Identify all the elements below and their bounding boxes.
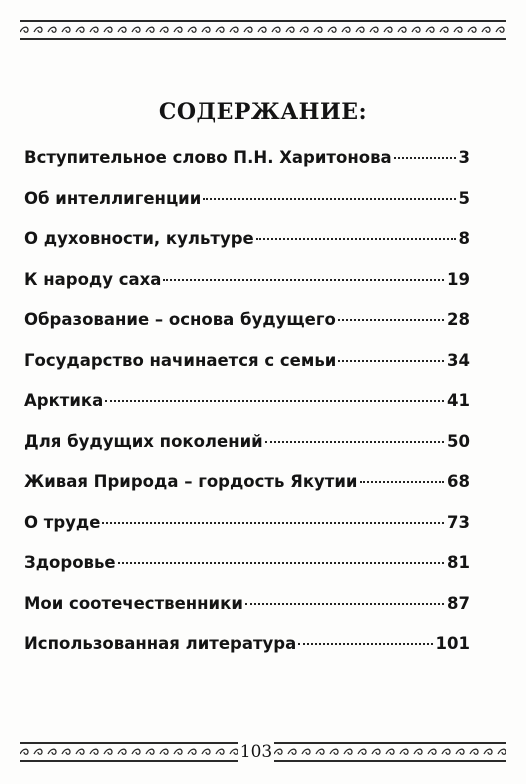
toc-entry-title: Для будущих поколений [24, 431, 263, 451]
toc-entry-page: 68 [447, 472, 470, 491]
toc-entry-page: 3 [458, 148, 470, 167]
toc-entry-page: 34 [447, 350, 470, 370]
dot-leader [338, 319, 444, 321]
toc-entry [24, 270, 470, 311]
page-title: СОДЕРЖАНИЕ: [158, 98, 368, 125]
toc-entry-page: 81 [447, 553, 470, 572]
toc-entry-page: 101 [435, 634, 470, 653]
dot-leader [245, 603, 444, 605]
toc-entry [24, 432, 470, 473]
table-of-contents [24, 148, 470, 675]
bottom-ornament-border-right [274, 742, 506, 762]
scroll-ornament-icon [274, 747, 506, 757]
toc-entry [24, 553, 470, 594]
dot-leader [360, 481, 445, 483]
scroll-ornament-icon [20, 747, 238, 757]
toc-entry [24, 310, 470, 351]
toc-entry-title: Мои соотечественники [24, 593, 243, 613]
toc-entry-title: О труде [24, 512, 101, 532]
toc-entry-title: Использованная литература [24, 634, 297, 653]
dot-leader [118, 562, 444, 564]
scroll-ornament-icon [20, 25, 506, 35]
toc-entry-page: 41 [447, 391, 470, 410]
bottom-ornament-border-left [20, 742, 238, 762]
toc-entry-title: К народу саха [24, 269, 162, 289]
toc-entry [24, 513, 470, 554]
bottom-ornament-rule [274, 760, 506, 762]
toc-entry-page: 8 [458, 229, 470, 248]
toc-entry-page: 87 [447, 593, 470, 613]
top-ornament-rule [20, 38, 506, 40]
toc-entry [24, 148, 470, 189]
toc-entry-page: 50 [447, 431, 470, 451]
toc-entry [24, 472, 470, 513]
toc-entry-title: Живая Природа – гордость Якутии [24, 472, 358, 491]
toc-entry-title: Об интеллигенции [24, 188, 202, 208]
dot-leader [102, 522, 444, 524]
toc-entry-title: Образование – основа будущего [24, 310, 336, 329]
dot-leader [203, 198, 455, 200]
page-number: 103 [239, 742, 273, 762]
dot-leader [394, 157, 456, 159]
dot-leader [338, 360, 444, 362]
bottom-ornament-rule [20, 742, 238, 744]
dot-leader [256, 238, 456, 240]
bottom-ornament-rule [274, 742, 506, 744]
dot-leader [163, 279, 444, 281]
toc-entry [24, 594, 470, 635]
toc-entry-title: О духовности, культуре [24, 229, 254, 248]
dot-leader [298, 643, 432, 645]
toc-entry-title: Здоровье [24, 553, 116, 572]
toc-entry-page: 28 [447, 310, 470, 329]
toc-entry-page: 5 [458, 188, 470, 208]
toc-entry [24, 229, 470, 270]
toc-entry-page: 73 [447, 512, 470, 532]
toc-entry [24, 351, 470, 392]
toc-entry-title: Государство начинается с семьи [24, 350, 337, 370]
top-ornament-rule [20, 20, 506, 22]
bottom-ornament-rule [20, 760, 238, 762]
toc-entry [24, 634, 470, 675]
toc-entry-page: 19 [447, 269, 470, 289]
toc-entry [24, 189, 470, 230]
top-ornament-border [20, 20, 506, 40]
toc-entry [24, 391, 470, 432]
toc-entry-title: Арктика [24, 391, 104, 410]
dot-leader [265, 441, 444, 443]
toc-entry-title: Вступительное слово П.Н. Харитонова [24, 148, 392, 167]
dot-leader [105, 400, 444, 402]
